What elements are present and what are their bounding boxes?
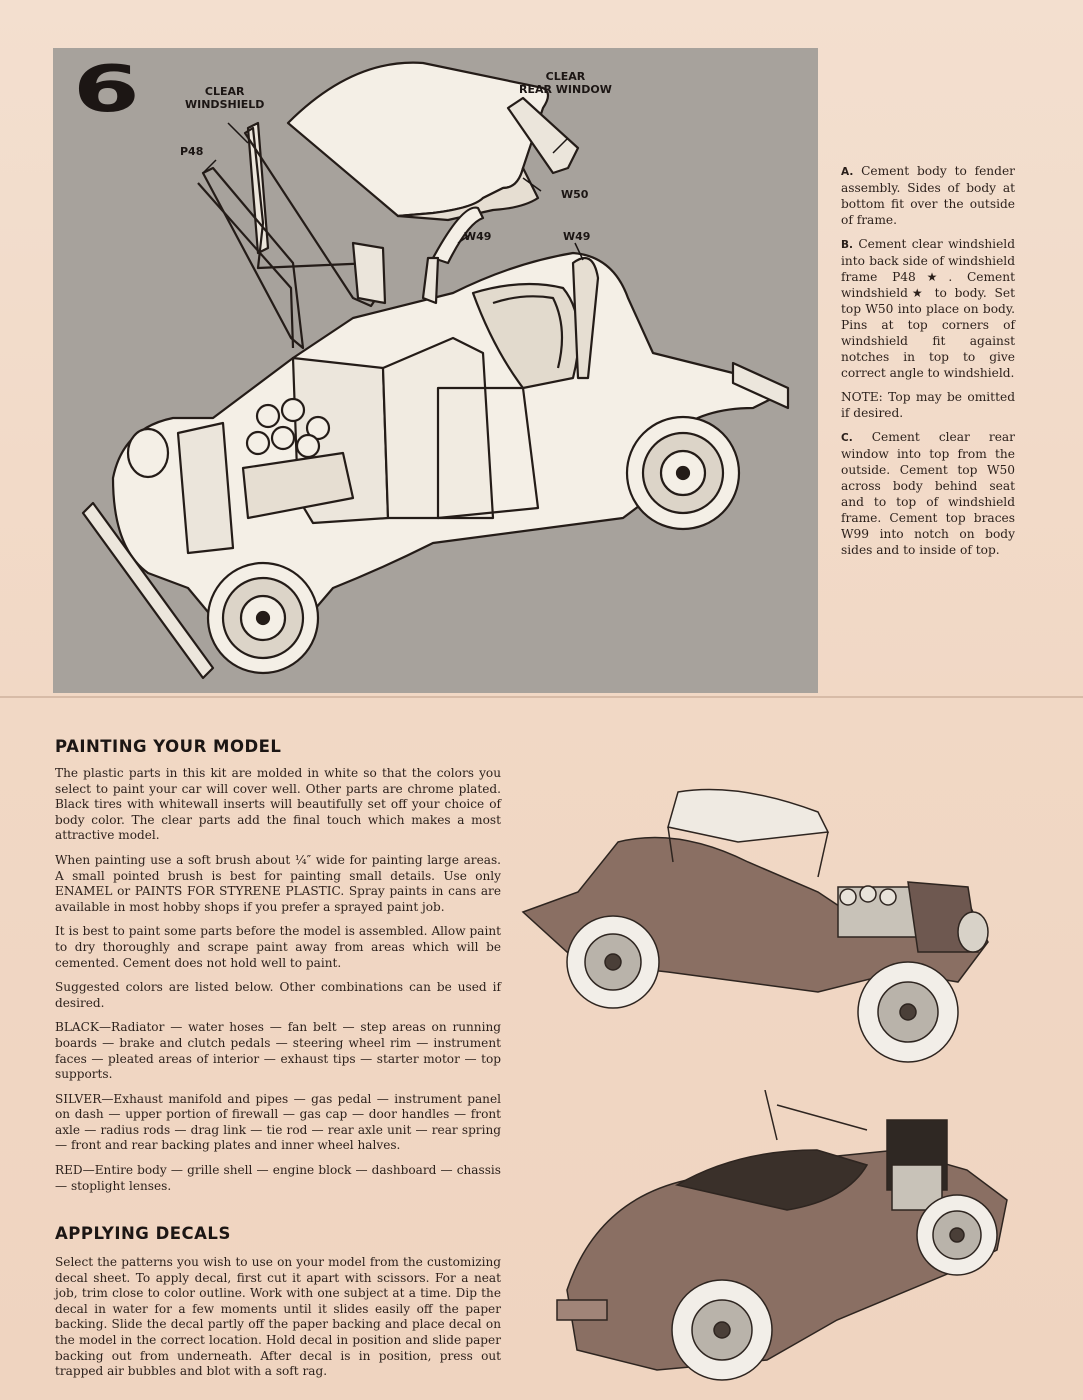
- decals-paragraph: Select the patterns you wish to use on your model from the customizing decal sheet. To apply decal, first cut it apart with scissors. For a neat job, trim close to color outline. Work with one subject at a time. Dip the decal in water for a few moments until it slides easily off the paper backing. Slide the decal partly off the paper backing and place decal on the model in the correct location. Hold decal in position and slide paper backing out from underneath. After decal is in position, press out trapped air bubbles and blot with a soft rag.: [55, 1255, 501, 1379]
- painting-paragraph: Suggested colors are listed below. Other combinations can be used if desired.: [55, 980, 501, 1010]
- headlight: [128, 429, 168, 477]
- assembly-diagram: [53, 48, 818, 693]
- page-fold-line: [0, 696, 1083, 698]
- decals-text: [55, 1255, 501, 1389]
- label-w50: W50: [561, 188, 589, 201]
- instruction-b: B. Cement clear windshield into back side of windshield frame P48★. Cement windshield★ to body. Set top W50 into place on body. Pins at top corners of windshield fit against notches in top to give correct angle to windshield.: [841, 237, 1015, 380]
- instruction-a: A. Cement body to fender assembly. Sides of body at bottom fit over the outside of frame.: [841, 164, 1016, 227]
- painting-text: [55, 766, 501, 1203]
- label-clear-windshield: CLEAR WINDSHIELD: [185, 85, 265, 111]
- color-silver: SILVER—Exhaust manifold and pipes — gas pedal — instrument panel on dash — upper portion of firewall — gas cap — door handles — front axle — radius rods — drag link — tie rod — rear axle unit — rear spring — front and rear backing plates and inner wheel halves.: [55, 1091, 501, 1153]
- step-number: 6: [73, 53, 140, 127]
- label-clear-rear-window: CLEAR REAR WINDOW: [519, 70, 612, 96]
- color-black: BLACK—Radiator — water hoses — fan belt — step areas on running boards — brake and clutch pedals — steering wheel rim — instrument faces — pleated areas of interior — exhaust tips — starter motor — top supports.: [55, 1020, 501, 1082]
- instruction-c: C. Cement clear rear window into top from the outside. Cement top W50 across body behind seat and to top of windshield frame. Cement top braces W99 into notch on body sides and to inside of top.: [841, 430, 1015, 557]
- instruction-note: NOTE: Top may be omitted if desired.: [841, 390, 1015, 420]
- car-exploded-view-illustration: [53, 48, 818, 693]
- decals-heading: APPLYING DECALS: [55, 1224, 231, 1243]
- label-w49-right: W49: [563, 230, 591, 243]
- label-w49-left: W49: [464, 230, 492, 243]
- painting-paragraph: It is best to paint some parts before the model is assembled. Allow paint to dry thoroughly and scrape paint away from areas which will be cemented. Cement does not hold well to paint.: [55, 924, 501, 970]
- painting-paragraph: The plastic parts in this kit are molded in white so that the colors you select to paint your car will cover well. Other parts are chrome plated. Black tires with whitewall inserts will beautifully set off your choice of body color. The clear parts add the final touch which makes a most attractive model.: [55, 766, 501, 843]
- label-p48: P48: [180, 145, 204, 158]
- color-red: RED—Entire body — grille shell — engine block — dashboard — chassis — stoplight lenses.: [55, 1163, 501, 1193]
- car-photo-rear: [537, 1090, 1017, 1385]
- grille-part: [178, 423, 233, 553]
- assembly-instructions: [841, 163, 1015, 566]
- painting-heading: PAINTING YOUR MODEL: [55, 737, 282, 756]
- car-photo-front: [518, 782, 1018, 1064]
- painting-paragraph: When painting use a soft brush about ¼″ wide for painting large areas. A small pointed brush is best for painting small details. Use only ENAMEL or PAINTS FOR STYRENE PLASTIC. Spray paints in cans are available in most hobby shops if you prefer a sprayed paint job.: [55, 852, 501, 914]
